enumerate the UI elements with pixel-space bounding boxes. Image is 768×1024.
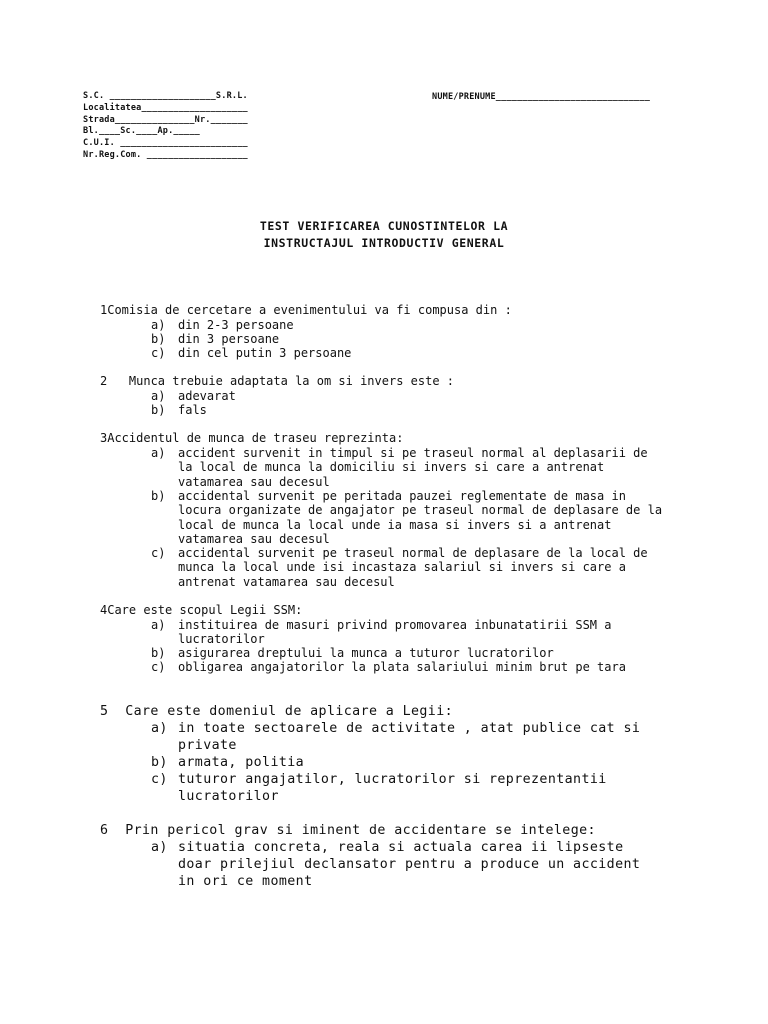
option-letter: a) [151, 840, 168, 855]
option-letter: b) [151, 755, 168, 770]
question-2: 2 Munca trebuie adaptata la om si invers este : [100, 374, 455, 388]
option-text: situatia concreta, reala si actuala carea ii lipseste doar prilejiul declansator pentru a produce un accident in ori ce moment [178, 840, 641, 889]
page-title-line-1: TEST VERIFICAREA CUNOSTINTELOR LA [259, 219, 509, 233]
option-letter: c) [151, 546, 166, 560]
option-text: fals [178, 403, 207, 417]
option-text: armata, politia [178, 755, 305, 770]
option-text: obligarea angajatorilor la plata salariului minim brut pe tara [178, 660, 626, 674]
option-letter: a) [151, 389, 166, 403]
option-text: din 2-3 persoane [178, 318, 294, 332]
company-name-field: S.C. ____________________S.R.L. [83, 91, 248, 101]
block-field: Bl.____Sc.____Ap._____ [83, 126, 200, 136]
reg-com-field: Nr.Reg.Com. ___________________ [83, 150, 248, 160]
question-3: 3Accidentul de munca de traseu reprezinta: [100, 431, 404, 445]
option-letter: a) [151, 446, 166, 460]
option-letter: b) [151, 332, 166, 346]
option-text: accidental survenit pe traseul normal de deplasare de la local de munca la local unde isi incastaza salariul si invers si care a antrenat vatamarea sau decesul [178, 546, 648, 589]
option-text: accident survenit in timpul si pe traseul normal al deplasarii de la local de munca la domiciliu si invers si care a antrenat vatamarea sau decesul [178, 446, 648, 489]
option-text: instituirea de masuri privind promovarea inbunatatirii SSM a lucratorilor [178, 618, 612, 647]
question-1: 1Comisia de cercetare a evenimentului va fi compusa din : [100, 303, 512, 317]
locality-field: Localitatea____________________ [83, 103, 248, 113]
option-letter: a) [151, 618, 166, 632]
option-text: adevarat [178, 389, 236, 403]
page-title-line-2: INSTRUCTAJUL INTRODUCTIV GENERAL [263, 236, 505, 250]
option-text: din cel putin 3 persoane [178, 346, 352, 360]
name-field: NUME/PRENUME_____________________________ [432, 92, 651, 102]
option-letter: a) [151, 318, 166, 332]
street-field: Strada_______________Nr._______ [83, 115, 248, 125]
question-4: 4Care este scopul Legii SSM: [100, 603, 303, 617]
option-text: din 3 persoane [178, 332, 280, 346]
cui-field: C.U.I. ________________________ [83, 138, 248, 148]
option-letter: b) [151, 489, 166, 503]
question-5: 5 Care este domeniul de aplicare a Legii: [100, 704, 454, 719]
option-letter: a) [151, 721, 168, 736]
option-text: tuturor angajatilor, lucratorilor si reprezentantii lucratorilor [178, 772, 607, 804]
option-letter: c) [151, 772, 168, 787]
question-6: 6 Prin pericol grav si iminent de accidentare se intelege: [100, 823, 596, 838]
option-letter: b) [151, 646, 166, 660]
option-text: in toate sectoarele de activitate , atat publice cat si private [178, 721, 641, 753]
option-letter: c) [151, 346, 166, 360]
option-letter: b) [151, 403, 166, 417]
option-text: accidental survenit pe peritada pauzei reglementate de masa in locura organizate de angajator pe traseul normal de deplasare de la local de munca la local unde ia masa si invers si a antrenat vatamarea sau decesul [178, 489, 663, 547]
option-letter: c) [151, 660, 166, 674]
option-text: asigurarea dreptului la munca a tuturor lucratorilor [178, 646, 554, 660]
